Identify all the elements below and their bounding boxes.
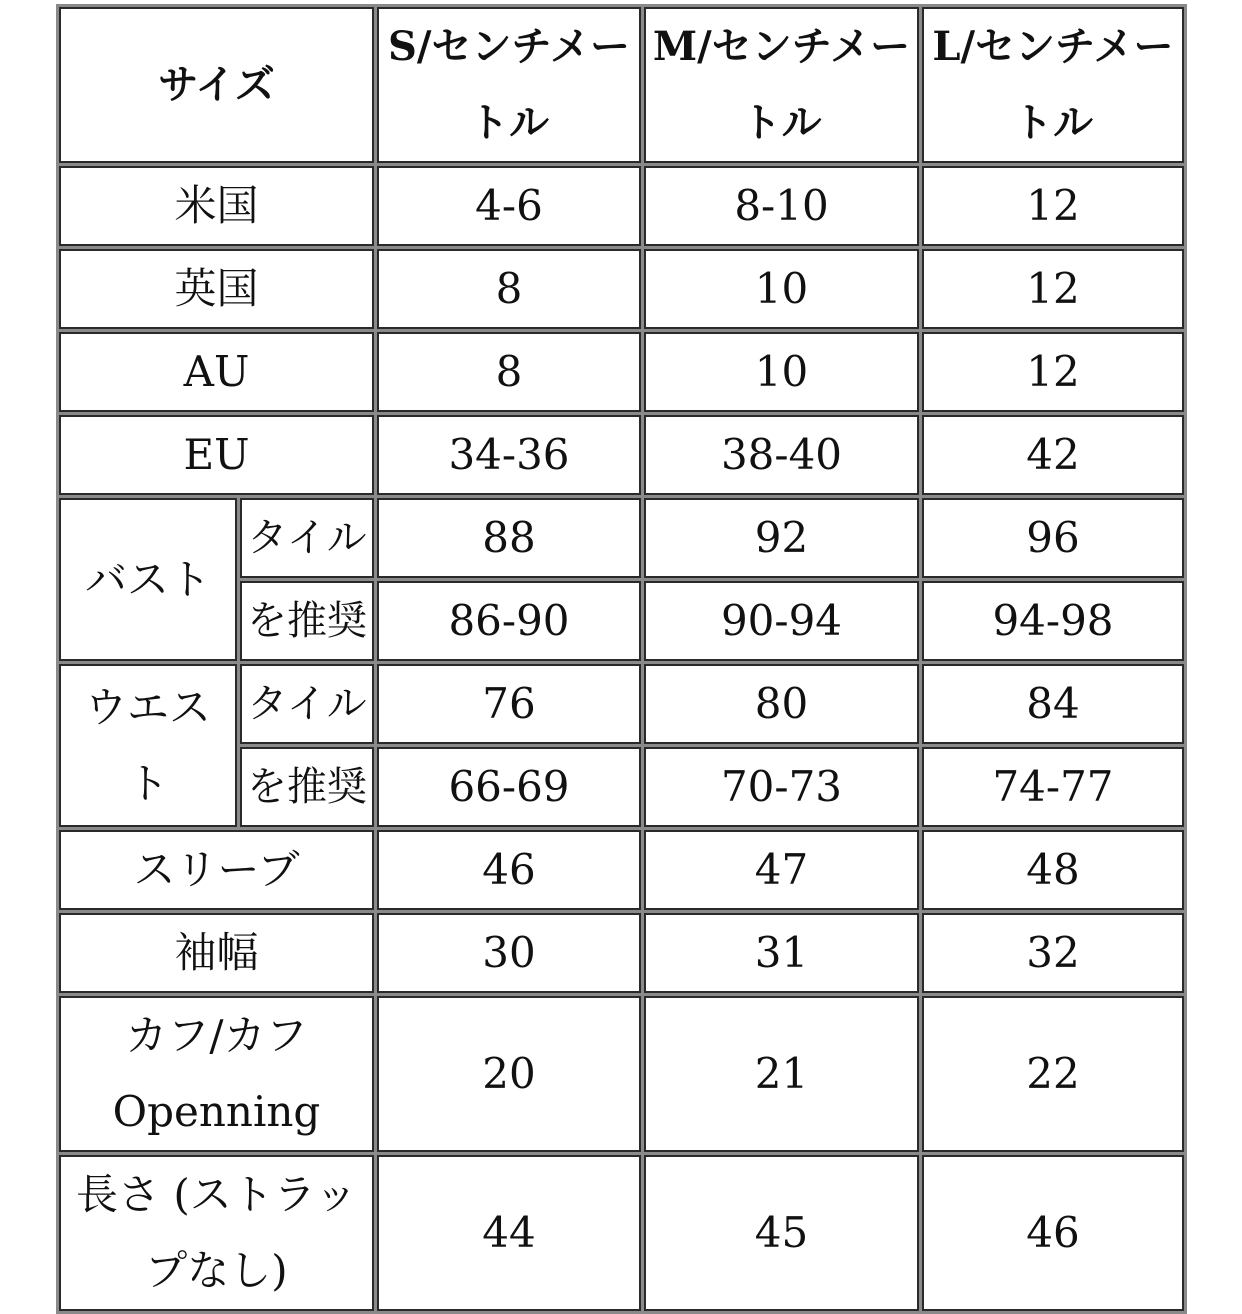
table-row-waist-tile bbox=[59, 664, 1184, 744]
cell-eu-m: 38-40 bbox=[644, 415, 919, 495]
cell-waist-rec-s: 66-69 bbox=[377, 747, 641, 827]
row-label-us: 米国 bbox=[59, 166, 374, 246]
cell-uk-s: 8 bbox=[377, 249, 641, 329]
cell-sleeve-l: 48 bbox=[922, 830, 1184, 910]
table-row-us bbox=[59, 166, 1184, 246]
cell-waist-tile-s: 76 bbox=[377, 664, 641, 744]
cell-au-l: 12 bbox=[922, 332, 1184, 412]
cell-length-l: 46 bbox=[922, 1155, 1184, 1311]
cell-sleeve-s: 46 bbox=[377, 830, 641, 910]
sub-label-waist-tile: タイル bbox=[240, 664, 374, 744]
row-label-sleeve: スリーブ bbox=[59, 830, 374, 910]
table-row-bust-tile bbox=[59, 498, 1184, 578]
cell-eu-l: 42 bbox=[922, 415, 1184, 495]
cell-bust-rec-s: 86-90 bbox=[377, 581, 641, 661]
table-row-length bbox=[59, 1155, 1184, 1311]
cell-us-m: 8-10 bbox=[644, 166, 919, 246]
cell-bust-tile-l: 96 bbox=[922, 498, 1184, 578]
cell-us-s: 4-6 bbox=[377, 166, 641, 246]
row-label-sleeve-width: 袖幅 bbox=[59, 913, 374, 993]
cell-length-m: 45 bbox=[644, 1155, 919, 1311]
cell-us-l: 12 bbox=[922, 166, 1184, 246]
row-label-waist: ウエスト bbox=[59, 664, 237, 827]
header-s: S/センチメートル bbox=[377, 7, 641, 163]
size-table bbox=[56, 4, 1187, 1314]
header-size: サイズ bbox=[59, 7, 374, 163]
cell-sleeve-width-m: 31 bbox=[644, 913, 919, 993]
row-label-eu: EU bbox=[59, 415, 374, 495]
table-row-sleeve-width bbox=[59, 913, 1184, 993]
cell-cuff-s: 20 bbox=[377, 996, 641, 1152]
table-row-cuff bbox=[59, 996, 1184, 1152]
row-label-length: 長さ (ストラップなし) bbox=[59, 1155, 374, 1311]
cell-waist-rec-m: 70-73 bbox=[644, 747, 919, 827]
cell-bust-tile-s: 88 bbox=[377, 498, 641, 578]
header-l: L/センチメートル bbox=[922, 7, 1184, 163]
cell-bust-rec-m: 90-94 bbox=[644, 581, 919, 661]
cell-sleeve-width-l: 32 bbox=[922, 913, 1184, 993]
cell-uk-m: 10 bbox=[644, 249, 919, 329]
cell-sleeve-width-s: 30 bbox=[377, 913, 641, 993]
cell-bust-tile-m: 92 bbox=[644, 498, 919, 578]
sub-label-waist-recommended: を推奨 bbox=[240, 747, 374, 827]
cell-length-s: 44 bbox=[377, 1155, 641, 1311]
size-chart bbox=[56, 4, 1187, 1295]
table-row-uk bbox=[59, 249, 1184, 329]
cell-waist-tile-m: 80 bbox=[644, 664, 919, 744]
sub-label-bust-tile: タイル bbox=[240, 498, 374, 578]
cell-sleeve-m: 47 bbox=[644, 830, 919, 910]
cell-cuff-l: 22 bbox=[922, 996, 1184, 1152]
row-label-uk: 英国 bbox=[59, 249, 374, 329]
cell-cuff-m: 21 bbox=[644, 996, 919, 1152]
cell-waist-rec-l: 74-77 bbox=[922, 747, 1184, 827]
cell-uk-l: 12 bbox=[922, 249, 1184, 329]
row-label-bust: バスト bbox=[59, 498, 237, 661]
row-label-cuff: カフ/カフ Openning bbox=[59, 996, 374, 1152]
table-row-eu bbox=[59, 415, 1184, 495]
header-row bbox=[59, 7, 1184, 163]
table-row-au bbox=[59, 332, 1184, 412]
header-m: M/センチメートル bbox=[644, 7, 919, 163]
sub-label-bust-recommended: を推奨 bbox=[240, 581, 374, 661]
cell-au-s: 8 bbox=[377, 332, 641, 412]
row-label-au: AU bbox=[59, 332, 374, 412]
cell-eu-s: 34-36 bbox=[377, 415, 641, 495]
cell-au-m: 10 bbox=[644, 332, 919, 412]
cell-waist-tile-l: 84 bbox=[922, 664, 1184, 744]
cell-bust-rec-l: 94-98 bbox=[922, 581, 1184, 661]
table-row-sleeve bbox=[59, 830, 1184, 910]
